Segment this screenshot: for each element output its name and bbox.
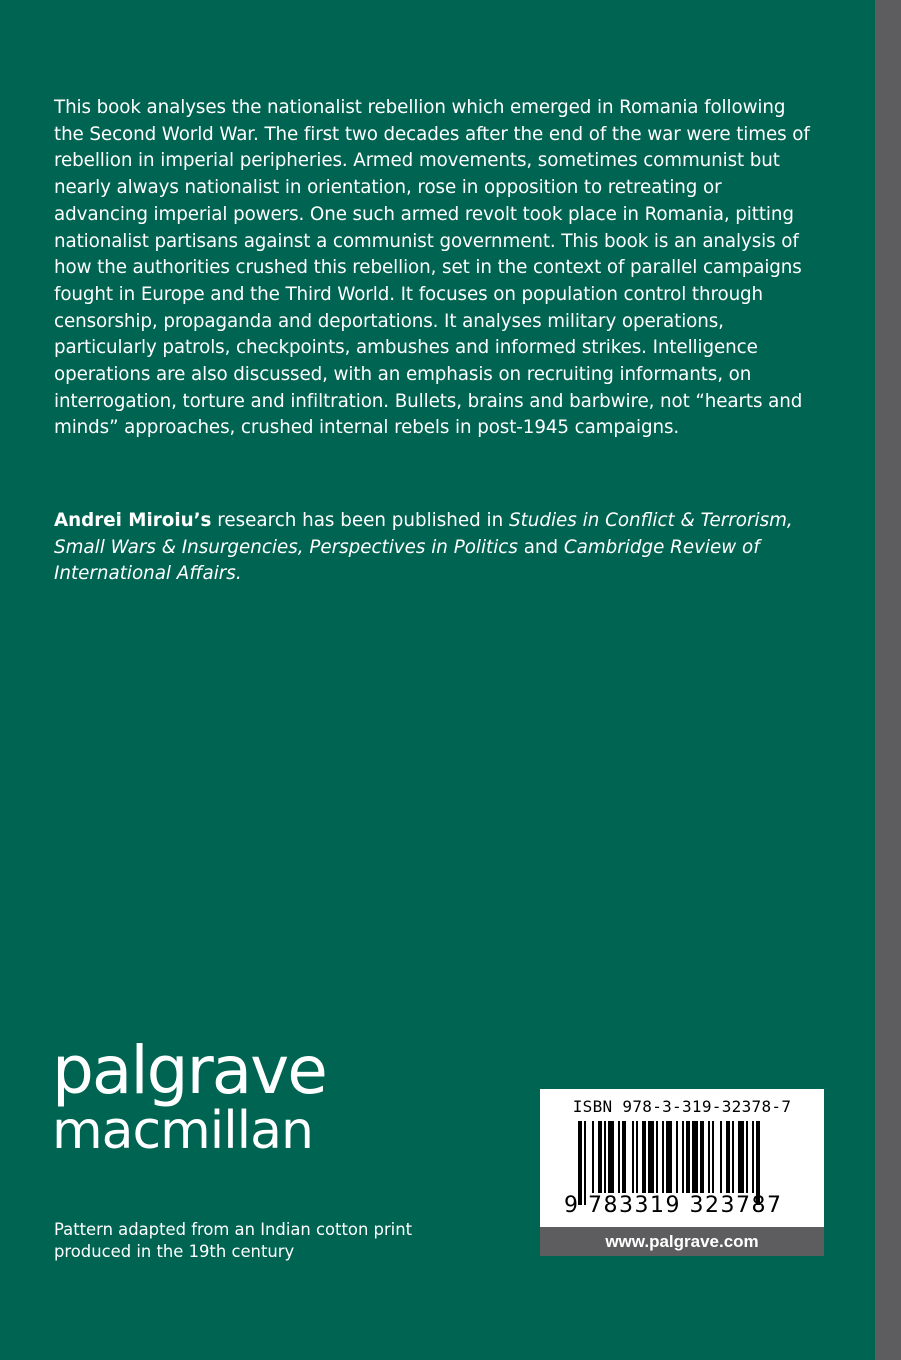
bio-and: and [517,536,564,558]
barcode-bar [618,1121,620,1193]
barcode-bar [666,1121,672,1193]
barcode-bar [692,1121,698,1193]
barcode-bar [682,1121,684,1193]
barcode-bar [726,1121,730,1193]
barcode-bar [746,1121,748,1193]
barcode-bar [738,1121,744,1193]
bio-last-journal: Cambridge Review of International Affairs. [54,536,760,585]
barcode-bar [622,1121,626,1193]
barcode-bar [656,1121,658,1193]
pattern-credit: Pattern adapted from an Indian cotton print produced in the 19th century [54,1220,413,1261]
barcode-bar [642,1121,646,1193]
barcode-bar [592,1121,594,1193]
publisher-logo [52,1032,326,1161]
author-name: Andrei Miroiu’s [54,510,212,531]
barcode-bar [712,1121,714,1193]
logo-line-1: palgrave [52,1032,326,1109]
bio-journals: Studies in Conflict & Terrorism, Small Wars & Insurgencies, Perspectives in Politics [54,510,793,558]
barcode-bar [604,1121,606,1193]
publisher-url: www.palgrave.com [540,1227,824,1256]
book-description: This book analyses the nationalist rebellion which emerged in Romania following the Second World War. The first two decades after the end of the war were times of rebellion in imperial peripheries. Armed movements, sometimes communist but nearly always nationalist in orientation, rose in opposition to retreating or advancing imperial powers. One such armed revolt took place in Romania, pitting nationalist partisans against a communist government. This book is an analysis of how the authorities crushed this rebellion, set in the context of parallel campaigns fought in Europe and the Third World. It focuses on population control through censorship, propaganda and deportations. It analyses military operations, particularly patrols, checkpoints, ambushes and informed strikes. Intelligence operations are also discussed, with an emphasis on recruiting informants, on interrogation, torture and infiltration. Bullets, brains and barbwire, not “hearts and minds” approaches, crushed internal rebels in post-1945 campaigns. [54,97,810,439]
barcode-bar [676,1121,678,1193]
barcode-bar [700,1121,704,1193]
barcode-bar [636,1121,638,1193]
barcode-bar [608,1121,614,1193]
barcode-digits: 9 783319 323787 [564,1193,783,1218]
barcode-bar [686,1121,690,1193]
barcode-bar [598,1121,602,1193]
barcode-bar [708,1121,710,1193]
isbn-label: ISBN 978-3-319-32378-7 [572,1097,792,1116]
author-bio [54,508,814,588]
bio-text: research has been published in [211,510,509,531]
barcode-bar [720,1121,722,1193]
barcode-bar [732,1121,734,1193]
barcode-bar [752,1121,754,1193]
spine-strip [875,0,901,1360]
logo-line-2: macmillan [52,1101,313,1161]
barcode-bar [632,1121,634,1193]
barcode-panel [540,1089,824,1256]
barcode-bar [648,1121,654,1193]
barcode-bar [662,1121,664,1193]
